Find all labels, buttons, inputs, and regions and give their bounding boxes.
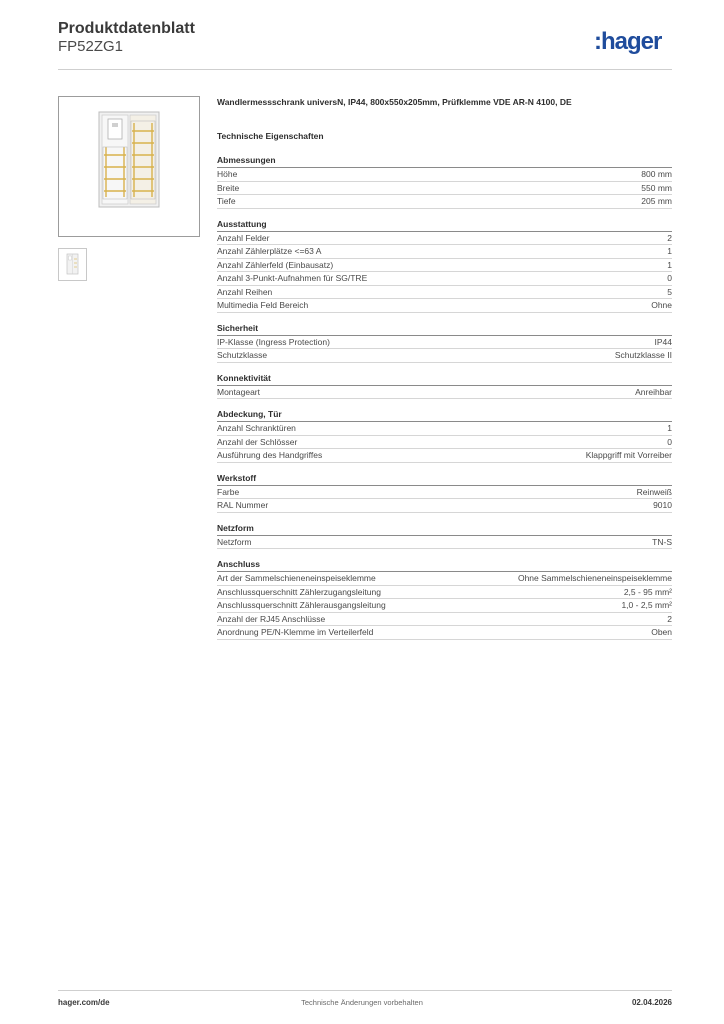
spec-section bbox=[217, 473, 672, 513]
spec-label: Anzahl Reihen bbox=[217, 286, 273, 297]
product-image bbox=[58, 96, 200, 237]
spec-value: Ohne Sammelschieneneinspeiseklemme bbox=[517, 573, 672, 584]
spec-value: Ohne bbox=[651, 300, 672, 311]
spec-label: Breite bbox=[217, 182, 240, 193]
spec-section bbox=[217, 219, 672, 313]
section-title: Abdeckung, Tür bbox=[217, 409, 672, 422]
footer-note: Technische Änderungen vorbehalten bbox=[301, 998, 423, 1007]
spec-label: Anschlussquerschnitt Zählerzugangsleitung bbox=[217, 586, 381, 597]
spec-label: Anzahl Zählerfeld (Einbausatz) bbox=[217, 259, 334, 270]
section-title: Sicherheit bbox=[217, 323, 672, 336]
spec-section bbox=[217, 323, 672, 363]
spec-label: Anschlussquerschnitt Zählerausgangsleitung bbox=[217, 600, 386, 611]
product-code: FP52ZG1 bbox=[58, 38, 124, 55]
spec-label: Anordnung PE/N-Klemme im Verteilerfeld bbox=[217, 627, 374, 638]
spec-row bbox=[217, 586, 672, 600]
section-title: Abmessungen bbox=[217, 155, 672, 168]
spec-row bbox=[217, 336, 672, 350]
technical-properties-title: Technische Eigenschaften bbox=[217, 131, 324, 141]
spec-section bbox=[217, 409, 672, 463]
spec-row bbox=[217, 168, 672, 182]
header-divider bbox=[58, 69, 672, 70]
spec-label: RAL Nummer bbox=[217, 500, 269, 511]
product-description: Wandlermessschrank universN, IP44, 800x550x205mm, Prüfklemme VDE AR-N 4100, DE bbox=[217, 97, 572, 107]
spec-value: 2 bbox=[667, 613, 672, 624]
spec-value: Klappgriff mit Vorreiber bbox=[585, 450, 672, 461]
spec-label: Anzahl Felder bbox=[217, 232, 270, 243]
spec-row bbox=[217, 436, 672, 450]
spec-label: Ausführung des Handgriffes bbox=[217, 450, 323, 461]
spec-label: Höhe bbox=[217, 169, 238, 180]
spec-value: 1,0 - 2,5 mm² bbox=[621, 600, 672, 611]
spec-value: Reinweiß bbox=[636, 486, 672, 497]
spec-value: 2,5 - 95 mm² bbox=[623, 586, 672, 597]
spec-row bbox=[217, 286, 672, 300]
spec-label: IP-Klasse (Ingress Protection) bbox=[217, 336, 330, 347]
spec-label: Art der Sammelschieneneinspeiseklemme bbox=[217, 573, 376, 584]
spec-value: 0 bbox=[667, 273, 672, 284]
spec-value: 2 bbox=[667, 232, 672, 243]
spec-value: 0 bbox=[667, 436, 672, 447]
section-title: Netzform bbox=[217, 523, 672, 536]
spec-value: Schutzklasse II bbox=[614, 350, 672, 361]
spec-label: Anzahl Zählerplätze <=63 A bbox=[217, 246, 322, 257]
spec-label: Multimedia Feld Bereich bbox=[217, 300, 309, 311]
spec-row bbox=[217, 499, 672, 513]
spec-section bbox=[217, 523, 672, 550]
footer-divider bbox=[58, 990, 672, 991]
spec-value: Anreihbar bbox=[635, 386, 672, 397]
spec-label: Tiefe bbox=[217, 196, 236, 207]
spec-section bbox=[217, 155, 672, 209]
spec-value: 800 mm bbox=[641, 169, 672, 180]
footer-website[interactable]: hager.com/de bbox=[58, 998, 110, 1007]
spec-row bbox=[217, 613, 672, 627]
spec-value: 1 bbox=[667, 259, 672, 270]
spec-section bbox=[217, 373, 672, 400]
section-title: Anschluss bbox=[217, 559, 672, 572]
spec-section bbox=[217, 559, 672, 640]
meter-cabinet-image bbox=[59, 97, 199, 236]
spec-row bbox=[217, 245, 672, 259]
spec-row bbox=[217, 259, 672, 273]
spec-row bbox=[217, 232, 672, 246]
footer-date: 02.04.2026 bbox=[631, 998, 672, 1007]
spec-label: Schutzklasse bbox=[217, 350, 268, 361]
section-title: Ausstattung bbox=[217, 219, 672, 232]
spec-row bbox=[217, 272, 672, 286]
spec-value: IP44 bbox=[654, 336, 672, 347]
spec-row bbox=[217, 572, 672, 586]
hager-logo: :hager bbox=[594, 28, 662, 55]
spec-row bbox=[217, 626, 672, 640]
meter-cabinet-thumbnail bbox=[59, 249, 86, 280]
section-title: Werkstoff bbox=[217, 473, 672, 486]
spec-value: 9010 bbox=[653, 500, 672, 511]
spec-row bbox=[217, 486, 672, 500]
spec-value: TN-S bbox=[652, 536, 672, 547]
spec-row bbox=[217, 299, 672, 313]
section-title: Konnektivität bbox=[217, 373, 672, 386]
page-title: Produktdatenblatt bbox=[58, 20, 195, 37]
spec-value: 5 bbox=[667, 286, 672, 297]
spec-label: Anzahl Schranktüren bbox=[217, 423, 296, 434]
spec-value: 1 bbox=[667, 423, 672, 434]
spec-row bbox=[217, 195, 672, 209]
spec-label: Netzform bbox=[217, 536, 252, 547]
spec-row bbox=[217, 422, 672, 436]
spec-label: Anzahl der Schlösser bbox=[217, 436, 298, 447]
spec-row bbox=[217, 536, 672, 550]
spec-value: 205 mm bbox=[641, 196, 672, 207]
spec-label: Montageart bbox=[217, 386, 260, 397]
spec-value: 550 mm bbox=[641, 182, 672, 193]
spec-row bbox=[217, 449, 672, 463]
spec-label: Farbe bbox=[217, 486, 240, 497]
spec-value: Oben bbox=[651, 627, 672, 638]
spec-label: Anzahl der RJ45 Anschlüsse bbox=[217, 613, 326, 624]
spec-row bbox=[217, 182, 672, 196]
spec-row bbox=[217, 386, 672, 400]
spec-row bbox=[217, 599, 672, 613]
spec-value: 1 bbox=[667, 246, 672, 257]
spec-table bbox=[217, 155, 672, 650]
spec-label: Anzahl 3-Punkt-Aufnahmen für SG/TRE bbox=[217, 273, 368, 284]
product-thumbnail[interactable] bbox=[58, 248, 87, 281]
spec-row bbox=[217, 349, 672, 363]
